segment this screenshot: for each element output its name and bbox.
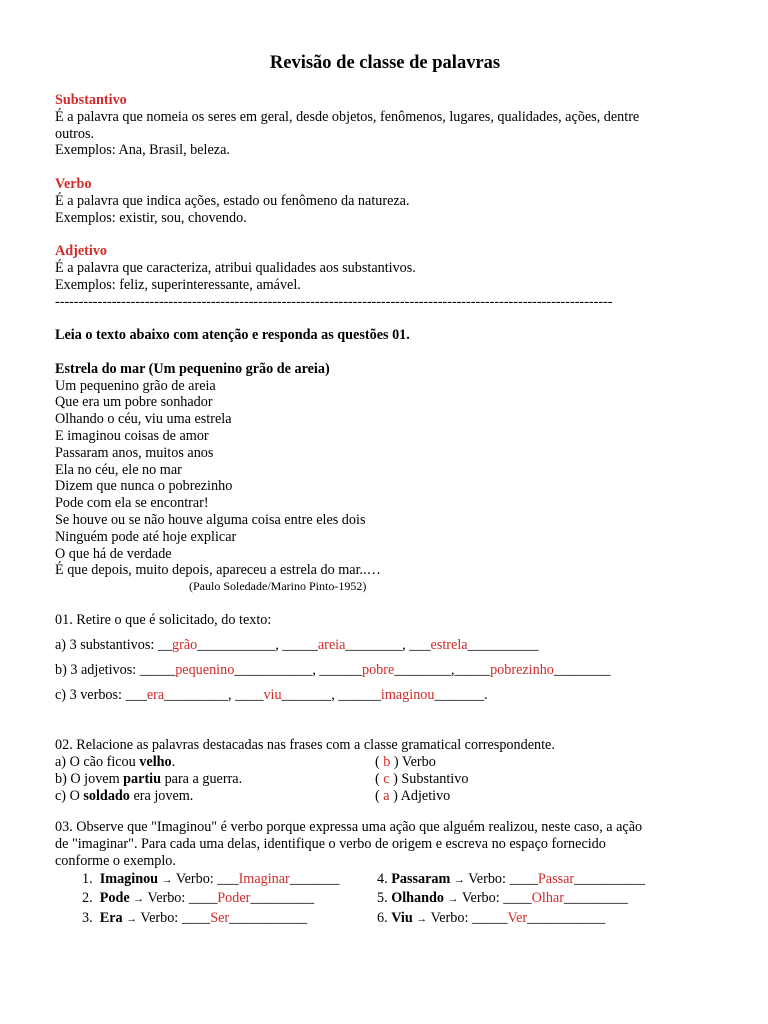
poem-line: Passaram anos, muitos anos [55,444,214,461]
reading-instruction: Leia o texto abaixo com atenção e responda as questões 01. [55,327,410,344]
answer-label: b) 3 adjetivos: _____ [55,661,176,678]
definition-examples: Exemplos: existir, sou, chovendo. [55,209,247,226]
blank-line: __________ [574,870,646,887]
blank-line: ________,_____ [394,661,491,678]
poem-line: Se houve ou se não houve alguma coisa entre eles dois [55,511,366,528]
answer-text: Imaginar [238,870,290,887]
sentence-text: c) O [55,787,84,804]
poem-line: Um pequenino grão de areia [55,377,216,394]
match-answer: a [383,787,390,804]
arrow-icon: → [161,873,173,886]
worksheet-page [55,52,715,929]
class-label: ) Verbo [390,754,436,771]
match-row [55,754,715,771]
sentence [55,754,175,771]
answer-text: Ser [210,909,230,926]
poem-line: Dizem que nunca o pobrezinho [55,478,233,495]
poem-credit: (Paulo Soledade/Marino Pinto-1952) [189,579,367,594]
class-option [375,771,468,788]
dashed-divider: ---------------------------------------------------------------------------------------------------------------------- [55,293,613,310]
verb-item [82,890,314,908]
blank-line: ___________ [527,909,606,926]
blank-line: _________ [563,890,628,907]
question-02 [55,737,715,804]
match-answer: b [383,754,391,771]
sentence-text: a) O cão ficou [55,754,140,771]
paren: ( [375,787,384,804]
answer-text: estrela [430,636,468,653]
blank-line: _______, ______ [281,686,381,703]
question-prompt-line: 03. Observe que "Imaginou" é verbo porque expressa uma ação que alguém realizou, neste caso, a ação [55,819,643,836]
page-title: Revisão de classe de palavras [269,53,501,73]
verb-label: Verbo: [458,890,504,907]
question-prompt: 02. Relacione as palavras destacadas nas frases com a classe gramatical correspondente. [55,737,555,754]
verb-item [82,910,307,928]
answer-row-a [55,637,715,654]
arrow-icon: → [416,912,428,925]
definition-line: É a palavra que nomeia os seres em geral, desde objetos, fenômenos, lugares, qualidades, ações, dentre [55,108,640,125]
blank-line: ___________, _____ [197,636,318,653]
question-03 [55,819,715,929]
sentence [55,771,242,788]
conjugated-word: Era [99,909,123,926]
answer-text: era [146,686,165,703]
answer-text: imaginou [380,686,435,703]
blank-line: _____ [471,909,508,926]
definition-examples: Exemplos: feliz, superinteressante, amável. [55,276,301,293]
blank-line: ____ [181,909,211,926]
item-number: 3. [82,909,93,926]
verb-label: Verbo: [427,909,472,926]
answer-text: pobre [361,661,395,678]
match-answer: c [383,770,390,787]
answer-text: viu [263,686,282,703]
definition-term: Verbo [55,175,92,192]
poem-line: Ela no céu, ele no mar [55,461,182,478]
definition-adjetivo [55,243,715,293]
paren: ( [375,754,384,771]
poem-line: Ninguém pode até hoje explicar [55,528,237,545]
sentence-text: para a guerra. [161,770,243,787]
item-number: 1. [82,870,93,887]
blank-line: ___________ [229,909,308,926]
blank-line: ___ [217,870,239,887]
blank-line: ____ [503,890,532,907]
verb-label: Verbo: [172,870,218,887]
item-number: 6. [377,909,388,926]
answer-row-c [55,687,715,704]
poem-line: É que depois, muito depois, apareceu a estrela do mar..… [55,562,381,579]
blank-line: ____ [188,890,218,907]
question-01 [55,612,715,703]
definition-line: É a palavra que indica ações, estado ou fenômeno da natureza. [55,192,410,209]
conjugated-word: Imaginou [99,870,159,887]
item-number: 5. [377,890,388,907]
answer-label: a) 3 substantivos: __ [55,636,173,653]
blank-line: ________, ___ [345,636,431,653]
class-label: ) Substantivo [389,770,469,787]
definition-examples: Exemplos: Ana, Brasil, beleza. [55,142,230,159]
answer-text: Ver [507,909,528,926]
class-label: ) Adjetivo [389,787,451,804]
poem-line: O que há de verdade [55,545,172,562]
poem-line: E imaginou coisas de amor [55,427,209,444]
verb-item [377,910,605,928]
definition-term: Adjetivo [55,243,108,260]
question-prompt-line: conforme o exemplo. [55,853,176,870]
verb-item [377,890,628,908]
poem-line: Olhando o céu, viu uma estrela [55,411,232,428]
conjugated-word: Olhando [391,890,445,907]
verb-row [55,871,715,891]
blank-line: _______ [289,870,340,887]
answer-text: pequenino [175,661,235,678]
verb-row [55,910,715,930]
match-row [55,788,715,805]
poem-line: Que era um pobre sonhador [55,394,213,411]
highlighted-word: soldado [83,787,130,804]
blank-line: ___________, ______ [234,661,362,678]
question-prompt-line: de "imaginar". Para cada uma delas, identifique o verbo de origem e escreva no espaço fornecido [55,836,606,853]
answer-text: Olhar [531,890,564,907]
sentence-text: . [171,754,176,771]
answer-text: grão [172,636,198,653]
answer-text: Poder [217,890,251,907]
conjugated-word: Pode [99,890,130,907]
arrow-icon: → [126,912,138,925]
answer-row-b [55,662,715,679]
paren: ( [375,770,384,787]
class-option [375,788,450,805]
poem [55,361,715,594]
verb-label: Verbo: [137,909,182,926]
verb-item [377,871,645,889]
answer-label: c) 3 verbos: ___ [55,686,147,703]
definition-line: outros. [55,125,95,142]
answer-text: Passar [537,870,575,887]
blank-line: _________, ____ [164,686,264,703]
arrow-icon: → [133,893,145,906]
blank-line: _______. [434,686,488,703]
conjugated-word: Passaram [391,870,451,887]
highlighted-word: partiu [123,770,162,787]
answer-text: areia [317,636,346,653]
highlighted-word: velho [139,754,172,771]
class-option [375,754,436,771]
conjugated-word: Viu [391,909,413,926]
match-row [55,771,715,788]
definition-substantivo [55,92,715,159]
answer-text: pobrezinho [490,661,554,678]
item-number: 4. [377,870,388,887]
sentence [55,788,193,805]
arrow-icon: → [447,893,459,906]
definition-verbo [55,176,715,226]
blank-line: _________ [250,890,315,907]
verb-row [55,890,715,910]
definition-line: É a palavra que caracteriza, atribui qualidades aos substantivos. [55,259,416,276]
sentence-text: era jovem. [129,787,194,804]
item-number: 2. [82,890,93,907]
blank-line: ____ [509,870,538,887]
definition-term: Substantivo [55,92,127,108]
arrow-icon: → [453,873,465,886]
poem-line: Pode com ela se encontrar! [55,495,209,512]
verb-item [82,871,339,889]
poem-title: Estrela do mar (Um pequenino grão de areia) [55,360,330,377]
verb-label: Verbo: [144,890,189,907]
verb-label: Verbo: [464,870,510,887]
question-prompt: 01. Retire o que é solicitado, do texto: [55,612,272,629]
sentence-text: b) O jovem [55,770,124,787]
blank-line: __________ [467,636,539,653]
blank-line: ________ [553,661,611,678]
